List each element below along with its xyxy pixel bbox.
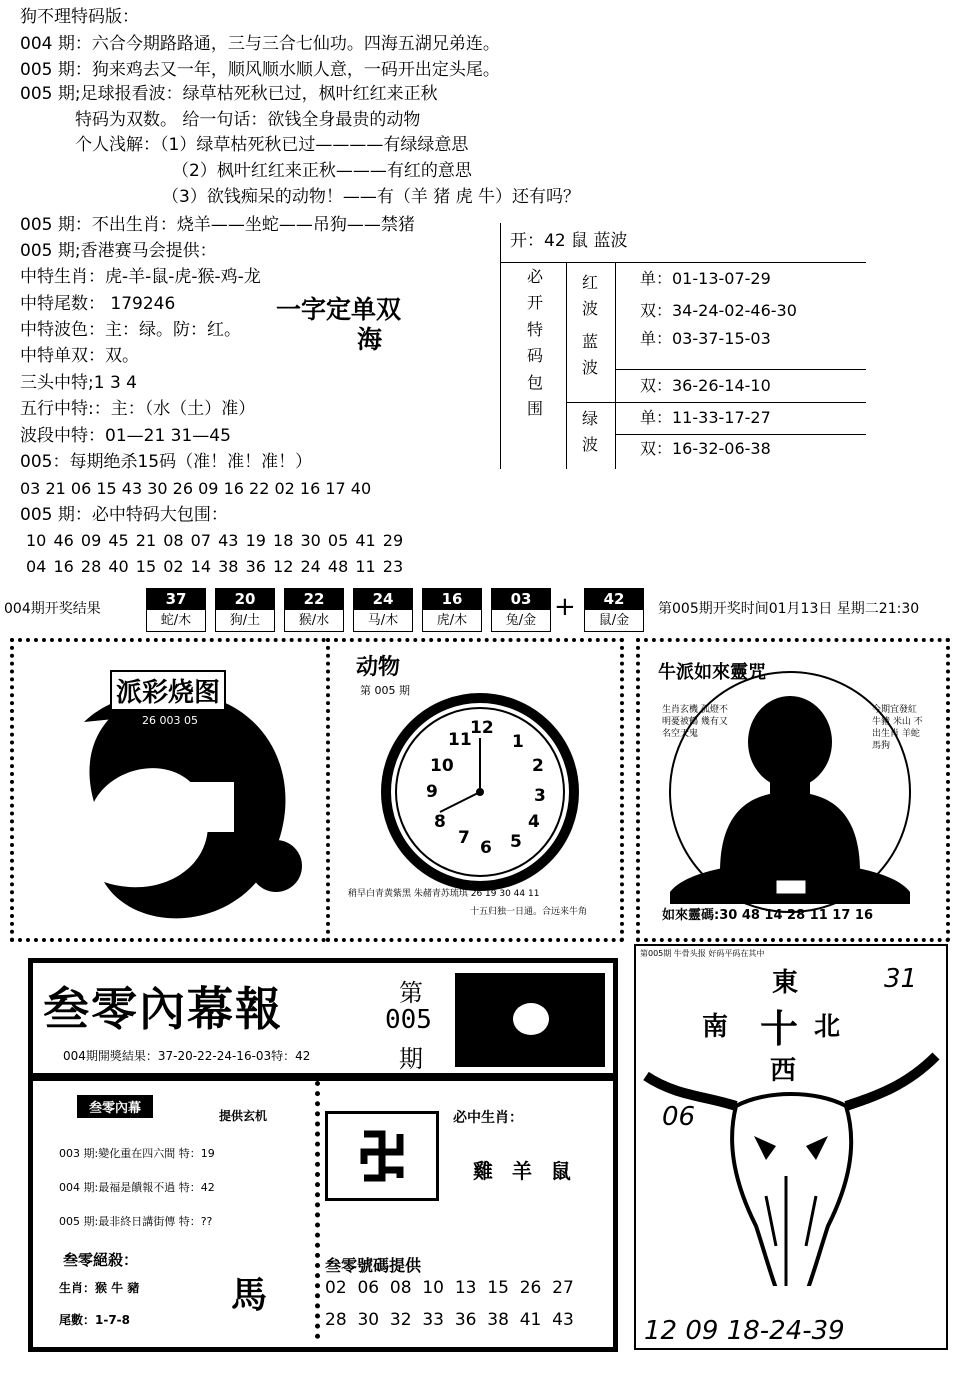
text-line: 三头中特;1 3 4	[20, 373, 137, 393]
text-line: 特码为双数。 给一句话：欲钱全身最贵的动物	[75, 110, 421, 130]
special-ball	[584, 588, 644, 632]
clock-numeral: 8	[434, 812, 446, 832]
divider	[615, 262, 616, 469]
panel-header: 第005期 牛骨头报 好码平码在其中	[640, 949, 765, 958]
direction-center: 十	[760, 1007, 799, 1051]
issue-prefix: 第	[399, 979, 423, 1007]
ball-zodiac: 狗/土	[229, 613, 261, 628]
clock-numeral: 1	[512, 732, 524, 752]
divider	[615, 369, 866, 370]
panel-buddha	[636, 638, 950, 942]
panel-caption: 稍早白青黄紫黑 朱赭青苏琉琪 26 19 30 44 11	[348, 889, 540, 899]
number-cell: 06	[357, 1278, 380, 1298]
stamp-text: 海	[357, 325, 383, 354]
number-06: 06	[662, 1102, 696, 1132]
clock-numeral: 11	[448, 730, 472, 750]
panel-yin-yang	[10, 638, 334, 942]
number-cell: 38	[487, 1310, 509, 1330]
number-cell: 32	[389, 1310, 412, 1330]
ox-skull-image	[636, 1026, 946, 1286]
kill-label: 叁零絕殺：	[63, 1251, 139, 1269]
ball-zodiac: 马/木	[367, 613, 399, 628]
number-row	[325, 1277, 574, 1299]
text-line: 10 46 09 45 21 08 07 43 19 18 30 05 41 29	[26, 531, 404, 550]
table-row: 双：34-24-02-46-30	[640, 301, 797, 320]
direction-west: 西	[770, 1056, 797, 1086]
panel-caption: 如來靈碼:30 48 14 28 11 17 16	[662, 908, 873, 923]
ball-number: 20	[216, 589, 274, 610]
ball-number: 24	[354, 589, 412, 610]
table-row: 双：16-32-06-38	[640, 439, 771, 458]
divider	[615, 434, 866, 435]
next-draw-time: 第005期开奖时间01月13日 星期二21:30	[658, 601, 920, 617]
inner-title: 叁零內幕	[77, 1095, 153, 1118]
table-row: 单：11-33-17-27	[640, 408, 771, 427]
table-border	[500, 223, 501, 469]
result-ball	[353, 588, 413, 632]
clock-numeral: 7	[458, 828, 470, 848]
text-line: 005 期：不出生肖：烧羊——坐蛇——吊狗——禁猪	[20, 215, 415, 235]
number-cell: 02	[325, 1278, 347, 1298]
number-cell: 33	[422, 1310, 444, 1330]
wave-color-blue: 蓝 波	[581, 332, 598, 377]
record-row: 003 期:變化重在四六間 特：19	[59, 1147, 215, 1160]
report-title: 叁零內幕報	[43, 982, 283, 1036]
text-line: 04 16 28 40 15 02 14 38 36 12 24 48 11 23	[26, 557, 404, 576]
divider	[33, 1073, 613, 1081]
panel-clock	[326, 638, 624, 942]
result-ball	[491, 588, 551, 632]
wave-color-red: 红 波	[581, 273, 598, 318]
ball-number: 16	[423, 589, 481, 610]
ball-number: 42	[585, 589, 643, 610]
stamp-text: 一字定单双	[276, 295, 402, 324]
number-cell: 15	[487, 1278, 509, 1298]
text-line: 005：每期绝杀15码（准！准！准！）	[20, 452, 313, 472]
ball-number: 22	[285, 589, 343, 610]
ball-zodiac: 猴/水	[298, 613, 330, 628]
panel-insider-report	[28, 958, 618, 1352]
text-line: 个人浅解：（1）绿草枯死秋已过————有绿绿意思	[75, 135, 469, 155]
label-char: 特	[526, 320, 543, 339]
issue-suffix: 期	[399, 1045, 423, 1073]
record-row: 004 期:最福是饋報不過 特：42	[59, 1181, 215, 1194]
panel-title: 派彩烧图	[110, 670, 226, 711]
text-line: 03 21 06 15 43 30 26 09 16 22 02 16 17 40	[20, 479, 372, 498]
must-zodiac: 雞 羊 鼠	[473, 1159, 577, 1183]
text-line: 005 期：狗来鸡去又一年，顺风顺水顺人意，一码开出定头尾。	[20, 60, 500, 80]
kill-zodiac: 生肖：猴 牛 豬	[59, 1281, 140, 1295]
number-cell: 41	[519, 1310, 542, 1330]
number-label: 叁零號碼提供	[325, 1256, 422, 1275]
label-char: 码	[526, 346, 543, 365]
number-cell: 13	[454, 1278, 477, 1298]
clock-numeral: 3	[534, 786, 546, 806]
label-char: 围	[526, 399, 543, 418]
kill-tail: 尾數：1-7-8	[59, 1313, 131, 1327]
number-row	[325, 1309, 574, 1331]
ball-zodiac: 鼠/金	[598, 613, 630, 628]
panel-issue: 第 005 期	[360, 684, 410, 697]
clock-numeral: 10	[430, 756, 454, 776]
ball-number: 03	[492, 589, 550, 610]
divider	[566, 262, 567, 469]
text-line: 波段中特：01—21 31—45	[20, 426, 231, 446]
prev-result: 004期開獎結果：37-20-22-24-16-03特：42	[63, 1049, 311, 1063]
big-char: 馬	[231, 1274, 268, 1316]
text-line: 005 期;香港赛马会提供：	[20, 241, 217, 261]
must-label: 必中生肖：	[453, 1110, 523, 1126]
number-cell: 08	[389, 1278, 412, 1298]
label-char: 开	[526, 293, 543, 312]
clock-numeral: 6	[480, 838, 492, 858]
swastika-box	[325, 1111, 439, 1201]
text-line: 005 期：必中特码大包围：	[20, 505, 228, 525]
plus-sign: +	[554, 592, 576, 622]
text-line: 中特尾数： 179246	[20, 294, 176, 314]
ball-zodiac: 虎/木	[436, 613, 468, 628]
clock-numeral: 4	[528, 812, 540, 832]
result-ball	[422, 588, 482, 632]
text-line: 中特波色：主：绿。防：红。	[20, 320, 241, 340]
direction-north: 北	[814, 1012, 841, 1042]
number-cell: 43	[552, 1310, 574, 1330]
number-cell: 27	[552, 1278, 574, 1298]
clock-numeral: 5	[510, 832, 522, 852]
bottom-numbers: 12 09 18-24-39	[644, 1316, 845, 1346]
text-line: （2）枫叶红红来正秋———有红的意思	[172, 161, 472, 181]
pick-label: 提供玄机	[219, 1109, 268, 1123]
result-ball	[215, 588, 275, 632]
number-cell: 36	[454, 1310, 477, 1330]
panel-title: 动物	[356, 655, 401, 680]
open-result: 开：42 鼠 蓝波	[510, 231, 628, 251]
direction-east: 東	[772, 968, 799, 998]
table-row: 双：36-26-14-10	[640, 376, 771, 395]
label-char: 必	[526, 267, 543, 286]
label-char: 包	[526, 373, 543, 392]
wave-color-green: 绿 波	[581, 409, 598, 454]
panel-note: 今期宜發紅 牛豬 米山 不出生肖 羊蛇 馬狗	[872, 705, 923, 751]
result-ball	[284, 588, 344, 632]
text-line: 005 期;足球报看波：绿草枯死秋已过，枫叶红红来正秋	[20, 84, 438, 104]
issue-number: 005	[385, 1005, 432, 1035]
panel-caption: 十五归独一日通。合远来牛角	[470, 907, 588, 917]
text-line: 五行中特:：主：（水（土）准）	[20, 399, 256, 419]
buddha-image	[640, 642, 946, 938]
text-line: 中特生肖：虎-羊-鼠-虎-猴-鸡-龙	[20, 267, 261, 287]
record-row: 005 期:最非終日講街傳 特：??	[59, 1215, 213, 1228]
ball-number: 37	[147, 589, 205, 610]
number-31: 31	[884, 964, 918, 994]
clock-numeral: 9	[426, 782, 438, 802]
number-cell: 10	[422, 1278, 444, 1298]
clock-hand	[440, 792, 480, 812]
divider	[566, 402, 866, 403]
ball-zodiac: 蛇/木	[160, 613, 192, 628]
ball-zodiac: 兔/金	[505, 613, 537, 628]
results-label: 004期开奖结果	[4, 601, 101, 617]
panel-subtitle: 26 003 05	[142, 714, 198, 727]
number-cell: 28	[325, 1310, 347, 1330]
clock-numeral: 12	[470, 718, 494, 738]
panel-title: 牛派如來靈咒	[658, 662, 766, 683]
clock-numeral: 2	[532, 756, 544, 776]
table-row: 单：03-37-15-03	[640, 329, 771, 348]
direction-south: 南	[702, 1012, 729, 1042]
number-cell: 30	[357, 1310, 380, 1330]
panel-note: 生肖玄機 孤燈不明憂被鶴 幾有又名空天鬼	[662, 705, 728, 739]
page-title: 狗不理特码版：	[20, 7, 139, 27]
text-line: （3）欲钱痴呆的动物！——有（羊 猪 虎 牛）还有吗？	[162, 187, 581, 207]
result-ball	[146, 588, 206, 632]
text-line: 中特单双：双。	[20, 346, 139, 366]
swastika-icon	[328, 1114, 436, 1198]
text-line: 004 期：六合今期路路通，三与三合七仙功。四海五湖兄弟连。	[20, 34, 500, 54]
panel-skull	[634, 944, 948, 1350]
number-cell: 26	[519, 1278, 542, 1298]
divider	[500, 262, 866, 263]
emblem-image	[455, 973, 605, 1067]
table-row: 单：01-13-07-29	[640, 269, 771, 288]
